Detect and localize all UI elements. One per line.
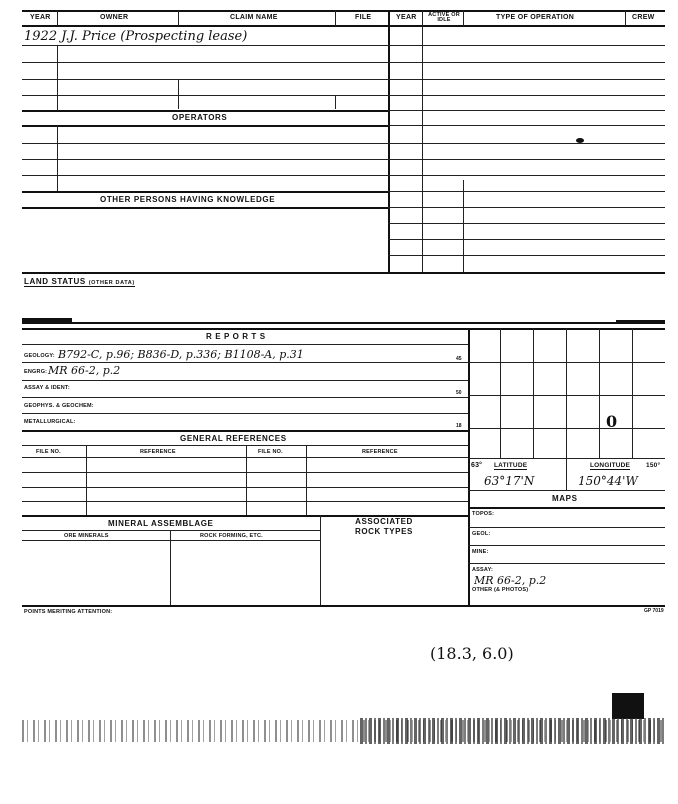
latitude-value: 63°17'N (484, 474, 535, 488)
lat-prefix: 63° (471, 462, 483, 469)
geophys-label: GEOPHYS. & GEOCHEM: (24, 403, 94, 409)
geol-label: GEOL: (472, 531, 491, 537)
land-status-label: LAND STATUS (24, 277, 86, 286)
header-active-or-idle: ACTIVE OR IDLE (428, 12, 460, 23)
gr-file-no: FILE NO. (36, 449, 61, 455)
gr-reference: REFERENCE (140, 449, 176, 455)
other-photos-label: OTHER (& PHOTOS) (472, 587, 529, 593)
header-year-2: YEAR (396, 14, 417, 21)
other-persons-title: OTHER PERSONS HAVING KNOWLEDGE (100, 195, 276, 204)
engrg-label: ENGRG: (24, 369, 48, 375)
header-claim-name: CLAIM NAME (230, 14, 278, 21)
associated-rock-types-title: ASSOCIATED ROCK TYPES (354, 517, 413, 536)
gr-reference-2: REFERENCE (362, 449, 398, 455)
handwritten-coords: (18.3, 6.0) (430, 644, 514, 663)
mineral-assemblage-title: MINERAL ASSEMBLAGE (108, 519, 214, 528)
header-year: YEAR (30, 14, 51, 21)
maps-title: MAPS (552, 494, 578, 503)
latitude-label: LATITUDE (494, 462, 528, 469)
header-owner: OWNER (100, 14, 129, 21)
scan-noise-band-right (360, 718, 665, 744)
reports-title: R E P O R T S (206, 332, 266, 341)
topos-label: TOPOS: (472, 511, 495, 517)
mine-label: MINE: (472, 549, 489, 555)
metallurgical-number: 18 (456, 423, 462, 429)
ore-minerals-label: ORE MINERALS (64, 533, 109, 539)
geology-value: B792-C, p.96; B836-D, p.336; B1108-A, p.31 (58, 348, 304, 361)
header-crew: CREW (632, 14, 655, 21)
black-square (612, 693, 644, 719)
assay-maps-label: ASSAY: (472, 567, 494, 573)
points-meriting-label: POINTS MERITING ATTENTION: (24, 609, 113, 615)
land-status-sublabel: (OTHER DATA) (88, 280, 135, 286)
header-file: FILE (355, 14, 372, 21)
general-references-title: GENERAL REFERENCES (180, 434, 287, 443)
assay-maps-value: MR 66-2, p.2 (474, 574, 547, 587)
long-suffix: 150° (646, 462, 661, 469)
land-status-title (24, 277, 135, 287)
owner-entry: 1922 J.J. Price (Prospecting lease) (24, 29, 248, 44)
longitude-value: 150°44'W (578, 474, 638, 488)
geology-label: GEOLOGY: (24, 353, 55, 359)
assay-number: 50 (456, 390, 462, 396)
geology-number: 45 (456, 356, 462, 362)
assay-label: ASSAY & IDENT: (24, 385, 70, 391)
longitude-label: LONGITUDE (590, 462, 631, 469)
metallurgical-label: METALLURGICAL: (24, 419, 76, 425)
header-type-of-operation: TYPE OF OPERATION (496, 14, 575, 21)
gr-file-no-2: FILE NO. (258, 449, 283, 455)
engrg-value: MR 66-2, p.2 (48, 364, 121, 377)
ink-dot (576, 138, 584, 143)
grid-mark: 0 (606, 412, 618, 431)
form-number: GP 7019 (644, 608, 664, 614)
rock-forming-label: ROCK FORMING, ETC. (200, 533, 263, 539)
operators-title: OPERATORS (172, 113, 228, 122)
